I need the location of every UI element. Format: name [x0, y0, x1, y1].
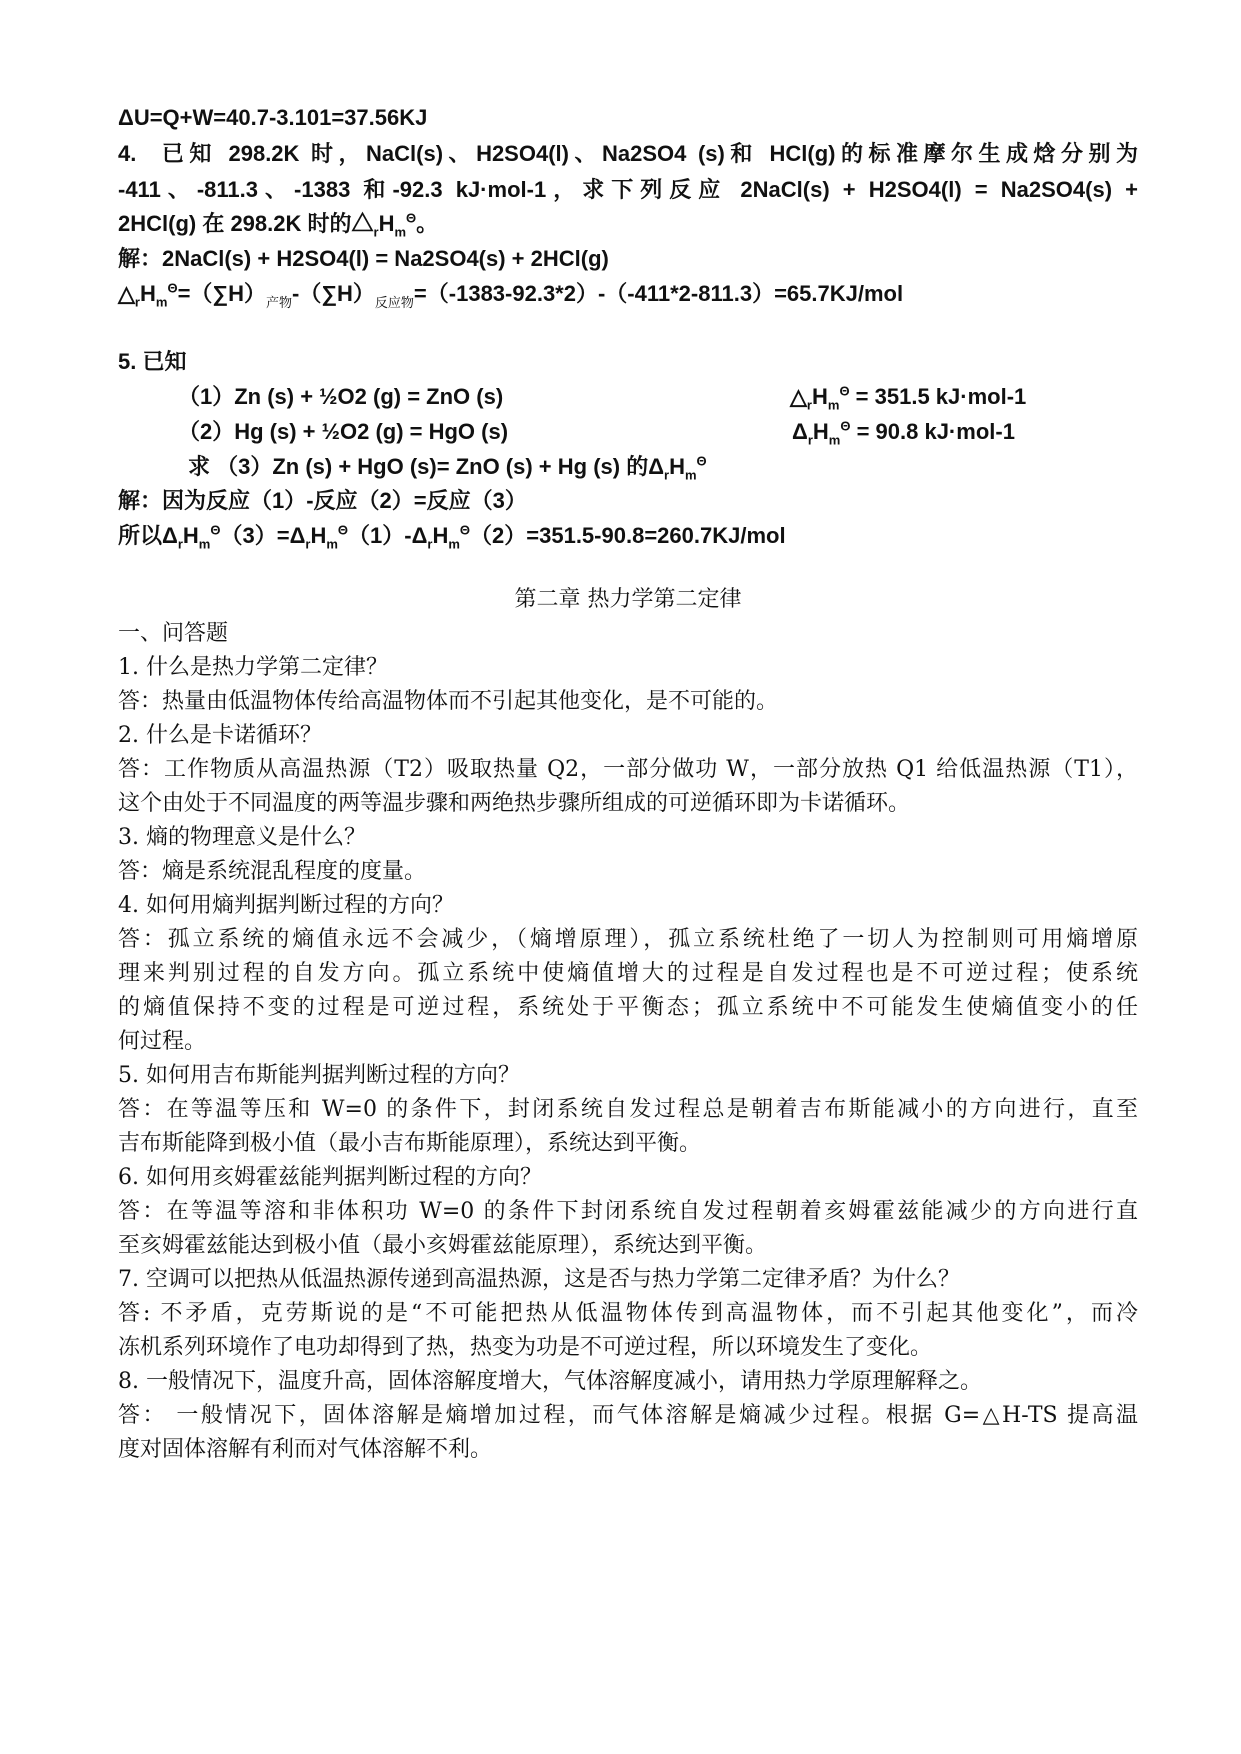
problem-4-statement-line-1 — [118, 139, 1138, 169]
answer-6-line-1: 答：在等温等溶和非体积功 W=0 的条件下封闭系统自发过程朝着亥姆霍兹能减少的方向进行直 — [118, 1199, 1138, 1224]
problem-4-statement-line-2: -411、-811.3、-1383 和-92.3 kJ·mol-1，求下列反应 2NaCl(s) + H2SO4(l) = Na2SO4(s) + — [118, 177, 1138, 202]
answer-4-line-2: 理来判别过程的自发方向。孤立系统中使熵值增大的过程是自发过程也是不可逆过程；使系统 — [118, 961, 1138, 986]
problem-4-text: 已知 298.2K 时，NaCl(s)、H2SO4(l)、Na2SO4 (s)和 HCl(g)的标准摩尔生成焓分别为 — [156, 141, 1138, 166]
answer-4-line-3: 的熵值保持不变的过程是可逆过程，系统处于平衡态；孤立系统中不可能发生使熵值变小的任 — [118, 995, 1138, 1020]
question-6: 6. 如何用亥姆霍兹能判据判断过程的方向？ — [118, 1165, 542, 1190]
answer-2-line-1: 答：工作物质从高温热源（T2）吸取热量 Q2，一部分做功 W，一部分放热 Q1 给低温热源（T1）， — [118, 757, 1138, 782]
answer-5-line-1: 答：在等温等压和 W=0 的条件下，封闭系统自发过程总是朝着吉布斯能减小的方向进行，直至 — [118, 1097, 1138, 1122]
answer-8-line-1: 答： 一般情况下，固体溶解是熵增加过程，而气体溶解是熵减少过程。根据 G=△H-TS 提高温 — [118, 1403, 1138, 1428]
question-5: 5. 如何用吉布斯能判据判断过程的方向？ — [118, 1063, 520, 1088]
question-8: 8. 一般情况下，温度升高，固体溶解度增大，气体溶解度减小，请用热力学原理解释之。 — [118, 1369, 982, 1394]
problem-5-reaction-1: （1）Zn (s) + ½O2 (g) = ZnO (s) $\triangle_rH_m^\Theta = 351.5$ kJ·mol-1 — [178, 383, 1027, 413]
problem-4-number: 4. — [118, 141, 137, 166]
answer-4-line-4: 何过程。 — [118, 1029, 207, 1054]
answer-4-line-1: 答：孤立系统的熵值永远不会减少，（熵增原理），孤立系统杜绝了一切人为控制则可用熵增原 — [118, 927, 1138, 952]
answer-6-line-2: 至亥姆霍兹能达到极小值（最小亥姆霍兹能原理），系统达到平衡。 — [118, 1233, 768, 1258]
answer-1: 答：热量由低温物体传给高温物体而不引起其他变化，是不可能的。 — [118, 689, 779, 714]
question-1: 1. 什么是热力学第二定律？ — [118, 655, 388, 680]
problem-4-solution-line-2: $\triangle_rH_m^\Theta=(\sum H)_{产物}-(\sum H)_{反应物}=(-1383-92.3*2)-(-411*2-811.3)=65.7KJ$/mol — [118, 280, 904, 310]
question-7: 7. 空调可以把热从低温热源传递到高温热源，这是否与热力学第二定律矛盾？为什么？ — [118, 1267, 960, 1292]
problem-5-reaction-2: （2）Hg (s) + ½O2 (g) = HgO (s) $\Delta_rH_m^\Theta = 90.8$ kJ·mol-1 — [178, 418, 1015, 448]
answer-8-line-2: 度对固体溶解有利而对气体溶解不利。 — [118, 1437, 493, 1462]
problem-4-solution-line-1: 解：2NaCl(s) + H2SO4(l) = Na2SO4(s) + 2HCl(g) — [118, 246, 609, 271]
problem-4-statement-line-3: 2HCl(g) 在 298.2K 时的$\triangle_rH_m^\Theta$。 — [118, 210, 439, 240]
answer-5-line-2: 吉布斯能降到极小值（最小吉布斯能原理），系统达到平衡。 — [118, 1131, 702, 1156]
problem-5-heading: 5. 已知 — [118, 349, 187, 374]
question-3: 3. 熵的物理意义是什么？ — [118, 825, 366, 850]
answer-2-line-2: 这个由处于不同温度的两等温步骤和两绝热步骤所组成的可逆循环即为卡诺循环。 — [118, 791, 911, 816]
problem-5-solution-line-1: 解：因为反应（1）-反应（2）=反应（3） — [118, 488, 527, 513]
question-2: 2. 什么是卡诺循环？ — [118, 723, 322, 748]
answer-3: 答：熵是系统混乱程度的度量。 — [118, 859, 427, 884]
line-delta-u: ΔU=Q+W=40.7-3.101=37.56KJ — [118, 105, 428, 130]
problem-5-solution-line-2: 所以$\Delta_rH_m^\Theta(3)=\Delta_rH_m^\Theta(1)-\Delta_rH_m^\Theta(2)=351.5-90.8=260.7KJ$/mol — [118, 522, 786, 552]
chapter-title: 第二章 热力学第二定律 — [514, 587, 742, 612]
answer-7-line-1: 答: 不矛盾，克劳斯说的是“不可能把热从低温物体传到高温物体，而不引起其他变化”，而冷 — [118, 1301, 1138, 1326]
problem-5-question: 求 （3）Zn (s) + HgO (s)= ZnO (s) + Hg (s) 的$\Delta_rH_m^\Theta$ — [188, 453, 707, 483]
question-4: 4. 如何用熵判据判断过程的方向？ — [118, 893, 454, 918]
answer-7-line-2: 冻机系列环境作了电功却得到了热，热变为功是不可逆过程，所以环境发生了变化。 — [118, 1335, 933, 1360]
section-heading: 一、问答题 — [118, 621, 229, 646]
